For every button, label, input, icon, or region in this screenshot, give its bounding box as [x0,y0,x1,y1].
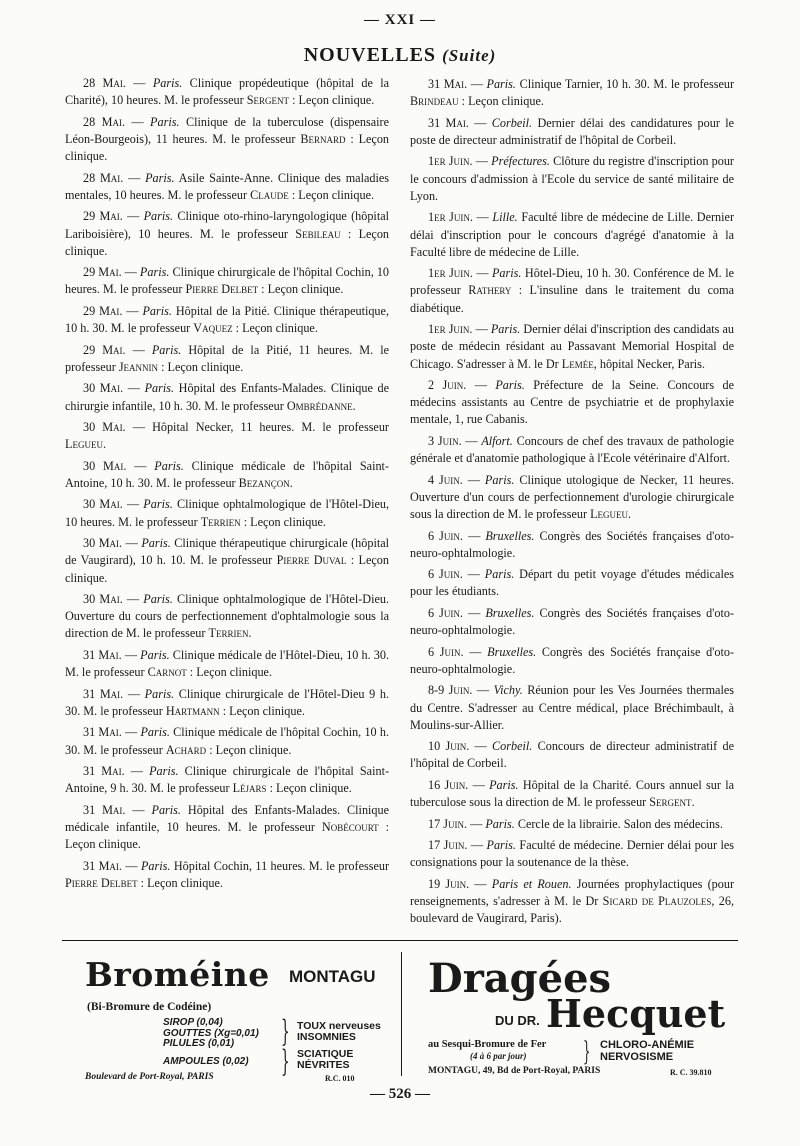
entry-place: Corbeil. [492,739,533,754]
page-number: — 526 — [370,1086,430,1102]
entry-professor: Legueu [590,507,629,522]
indication: INSOMNIES [297,1031,356,1043]
news-entry: 31 Mai. — Paris. Clinique Tarnier, 10 h. 30. M. le professeur Brindeau : Leçon clinique. [410,77,735,109]
entry-professor: Bernard [300,131,346,146]
entry-place: Paris. [151,802,181,817]
news-entry: 30 Mai. — Hôpital Necker, 11 heures. M. le professeur Legueu. [65,420,389,452]
dragees-dose: (4 à 6 par jour) [470,1051,527,1061]
news-entry: 29 Mai. — Paris. Hôpital de la Pitié. Clinique thérapeutique, 10 h. 30. M. le professeur Vaquez : Leçon clinique. [65,303,389,336]
bromeine-ampoules: AMPOULES (0,02) [163,1056,249,1067]
news-entry: 19 Juin. — Paris et Rouen. Journées prophylactiques (pour renseignements, s'adresser à M. le Dr Sicard de Plauzoles, 26, boulevard de Vaugirard, Paris). [410,876,735,926]
entry-date: 1er Juin. [428,322,473,337]
entry-date: 1er Juin. [428,154,473,169]
news-entry: 16 Juin. — Paris. Hôpital de la Charité. Cours annuel sur la tuberculose sous la direction de M. le professeur Sergent. [410,777,735,810]
entry-tail: : Leçon clinique. [291,187,375,202]
news-entry: 3 Juin. — Alfort. Concours de chef des travaux de pathologie générale et d'anatomie pathologique à l'Ecole vétérinaire d'Alfort. [410,433,734,466]
entry-place: Paris. [140,858,171,873]
entry-professor: Sebileau [295,226,341,241]
entry-text: Congrès des Sociétés françaises d'oto-neuro-ophtalmologie. [410,528,735,560]
entry-professor: Léjars [232,781,267,796]
entry-place: Paris. [143,497,173,512]
entry-text: Cercle de la librairie. Salon des médecins. [517,816,723,831]
entry-professor: Sergent [649,795,692,810]
news-entry: 30 Mai. — Paris. Clinique médicale de l'hôpital Saint-Antoine, 10 h. 30. M. le professeur Bezançon. [65,458,389,490]
dragees-name: Dragées [428,955,612,1002]
entry-place: Paris. [490,322,521,337]
news-entry: 6 Juin. — Paris. Départ du petit voyage d'études médicales pour les étudiants. [410,567,735,599]
entry-professor: Brindeau [410,94,459,109]
entry-text: Clinique thérapeutique chirurgicale (hôpital de Vaugirard), 10 h. 10. M. le professeur [65,536,390,568]
section-title-text: NOUVELLES [303,44,437,66]
entry-text: Hôpital de la Pitié, 11 heures. M. le professeur [65,342,389,374]
news-entry: 17 Juin. — Paris. Faculté de médecine. Dernier délai pour les consignations pour la soutenance de la thèse. [410,838,734,870]
dragees-doctor: Hecquet [546,991,726,1036]
entry-place: Paris. [143,592,173,607]
entry-date: 31 Mai. [428,77,468,91]
news-entry: 1er Juin. — Lille. Faculté libre de médecine de Lille. Dernier délai d'inscription pour le concours d'agrégé d'anatomie à la Faculté libre de médecine de Lille. [410,210,735,259]
entry-date: 17 Juin. [428,838,468,853]
entry-professor: Lemée [561,356,594,371]
bromeine-reference: R.C. 010 [325,1074,355,1083]
entry-text: Hôpital des Enfants-Malades. Clinique de chirurgie infantile, 10 h. 30. M. le professeur [65,381,390,413]
entry-date: 4 Juin. [428,472,463,487]
entry-professor: Nobécourt [321,819,379,834]
entry-professor: Jeannin [118,359,159,374]
entry-text: Hôpital Necker, 11 heures. M. le professeur [152,420,389,435]
entry-place: Paris. [486,838,516,853]
entry-text: Clinique chirurgicale de l'hôpital Cochin, 10 heures. M. le professeur [65,265,390,297]
entry-place: Paris. [491,266,522,281]
entry-date: 6 Juin. [428,567,463,582]
indication: NERVOSISME [600,1051,674,1063]
entry-text: Clinique médicale de l'hôpital Saint-Antoine, 10 h. 30. M. le professeur [65,458,389,490]
entry-place: Bruxelles. [485,528,535,543]
news-entry: 31 Mai. — Paris. Clinique médicale de l'Hôtel-Dieu, 10 h. 30. M. le professeur Carnot : Leçon clinique. [65,647,390,680]
entry-place: Paris. [154,458,184,473]
section-title-suffix: (Suite) [442,46,497,65]
entry-text: Clinique de la tuberculose (dispensaire Léon-Bourgeois), 11 heures. M. le professeur [65,114,390,146]
entry-date: 31 Mai. [428,115,469,130]
news-entry: 29 Mai. — Paris. Hôpital de la Pitié, 11 heures. M. le professeur Jeannin : Leçon clinique. [65,342,389,374]
entry-place: Paris. [149,764,179,779]
bromeine-name: Broméine [85,955,270,994]
entry-tail: : Leçon clinique. [292,93,375,108]
dragees-reference: R. C. 39.810 [670,1068,712,1077]
entry-tail: . [248,626,252,641]
entry-text: Clinique propédeutique (hôpital de la Charité), 10 heures. M. le professeur [65,76,390,108]
entry-date: 1er Juin. [428,210,473,225]
entry-text: Clinique oto-rhino-laryngologique (hôpital Lariboisière), 10 heures. M. le professeur [65,209,390,241]
brace-icon: } [281,1044,290,1079]
entry-text: Concours de directeur administratif de l'hôpital de Corbeil. [410,739,735,771]
news-entry: 1er Juin. — Paris. Hôtel-Dieu, 10 h. 30. Conférence de M. le professeur Rathery : L'insuline dans le traitement du coma diabétique. [410,266,734,315]
entry-professor: Sergent [246,93,290,108]
entry-date: 16 Juin. [428,777,469,792]
dragees-composition: au Sesqui-Bromure de Fer [428,1039,547,1050]
indication: SCIATIQUE [297,1048,354,1060]
entry-text: Clinique ophtalmologique de l'Hôtel-Dieu, 10 heures. M. le professeur [65,497,390,529]
entry-professor: Achard [165,742,207,757]
indication: CHLORO-ANÉMIE [600,1039,695,1051]
entry-text: Préfecture de la Seine. Concours de médecins assistants au Centre de psychiatrie et de prophylaxie mentale, 1, rue Cabanis. [410,378,735,427]
entry-date: 19 Juin. [428,876,470,891]
entry-tail: : Leçon clinique. [222,703,305,718]
bromeine-indications [297,1049,353,1071]
dragees-indications [600,1039,694,1063]
news-entry: 28 Mai. — Paris. Asile Sainte-Anne. Clinique des maladies mentales, 10 heures. M. le professeur Claude : Leçon clinique. [65,170,390,202]
entry-tail: : Leçon clinique. [189,665,273,680]
page-number-roman: — XXI — [363,12,436,28]
entry-text: Hôpital de la Charité. Cours annuel sur la tuberculose sous la direction de M. le professeur [410,777,735,810]
entry-place: Préfectures. [491,154,550,169]
entry-text: Clôture du registre d'inscription pour le concours d'admission à l'Ecole du service de santé militaire de Lyon. [410,154,734,203]
entry-text: Clinique médicale de l'hôpital Cochin, 10 h. 30. M. le professeur [65,725,390,757]
entry-tail: : Leçon clinique. [65,553,389,585]
news-entry: 2 Juin. — Paris. Préfecture de la Seine. Concours de médecins assistants au Centre de psychiatrie et de prophylaxie mentale, 1, rue Cabanis. [410,378,735,427]
news-entry: 30 Mai. — Paris. Hôpital des Enfants-Malades. Clinique de chirurgie infantile, 10 h. 30. M. le professeur Ombrédanne. [65,381,390,413]
news-entry: 30 Mai. — Paris. Clinique thérapeutique chirurgicale (hôpital de Vaugirard), 10 h. 10. M. le professeur Pierre Duval : Leçon clinique. [65,536,390,585]
news-entry: 31 Mai. — Paris. Clinique médicale de l'hôpital Cochin, 10 h. 30. M. le professeur Achard : Leçon clinique. [65,725,390,757]
entry-date: 10 Juin. [428,739,470,754]
entry-place: Paris. [151,342,182,357]
entry-date: 28 Mai. [83,170,124,185]
entry-date: 6 Juin. [428,528,463,543]
entry-professor: Carnot [147,665,187,680]
brace-icon: } [281,1014,290,1049]
news-entry: 1er Juin. — Paris. Dernier délai d'inscription des candidats au poste de médecin résidant au Passavant Memorial Hospital de Chicago. S'adresser à M. le Dr Lemée, hôpital Necker, Paris. [410,322,734,371]
entry-tail: : Leçon clinique. [140,875,223,890]
entry-place: Paris. [141,536,171,551]
left-column [65,75,389,896]
entry-tail: : Leçon clinique. [65,131,390,164]
entry-text: Réunion pour les Ves Journées thermales du Centre. S'adresser au Centre médical, place Bréchimbault, à Moulins-sur-Allier. [410,683,735,732]
bromeine-form: PILULES (0,01) [163,1038,235,1049]
bromeine-subtitle: (Bi-Bromure de Codéine) [87,1001,212,1013]
entry-text: Clinique utologique de Necker, 11 heures. Ouverture d'un cours de perfectionnement d'urologie chirurgicale sous la direction de M. le professeur [410,472,734,522]
entry-date: 29 Mai. [83,303,123,318]
entry-date: 31 Mai. [83,858,122,873]
entry-place: Bruxelles. [487,644,537,659]
entry-date: 30 Mai. [83,381,124,396]
entry-date: 28 Mai. [83,76,126,90]
entry-professor: Sicard de Plauzoles [602,894,712,909]
entry-text: Concours de chef des travaux de pathologie générale et d'anatomie pathologique à l'Ecole vétérinaire d'Alfort. [410,433,734,466]
bromeine-form: GOUTTES (Xg=0,01) [163,1027,259,1039]
news-entry: 10 Juin. — Corbeil. Concours de directeur administratif de l'hôpital de Corbeil. [410,739,735,771]
entry-place: Paris. [485,816,515,831]
entry-date: 31 Mai. [83,725,122,740]
bromeine-forms [163,1018,259,1050]
dragees-address: MONTAGU, 49, Bd de Port-Royal, PARIS [428,1066,601,1076]
entry-text: Hôpital des Enfants-Malades. Clinique médicale infantile, 10 heures. M. le professeur [65,802,390,834]
entry-date: 30 Mai. [83,536,123,551]
news-entry: 30 Mai. — Paris. Clinique ophtalmologique de l'Hôtel-Dieu, 10 heures. M. le professeur Terrien : Leçon clinique. [65,497,390,529]
news-entry: 6 Juin. — Bruxelles. Congrès des Sociétés françaises d'oto-neuro-ophtalmologie. [410,528,735,560]
entry-date: 8-9 Juin. [428,683,473,698]
entry-tail: , hôpital Necker, Paris. [593,356,705,371]
entry-date: 30 Mai. [83,420,126,435]
entry-professor: Legueu [65,437,103,452]
news-entry: 31 Mai. — Paris. Clinique chirurgicale de l'Hôtel-Dieu 9 h. 30. M. le professeur Hartmann : Leçon clinique. [65,686,390,718]
entry-place: Paris. [140,725,170,740]
entry-text: Dernier délai d'inscription des candidats au poste de médecin résidant au Passavant Memorial Hospital de Chicago. S'adresser à M. le Dr [410,322,734,371]
entry-date: 29 Mai. [83,342,126,357]
entry-text: Journées prophylactiques (pour renseignements, s'adresser à M. le Dr [410,876,735,909]
entry-text: Clinique chirurgicale de l'hôpital Saint-Antoine, 9 h. 30. M. le professeur [65,764,390,796]
entry-date: 6 Juin. [428,605,463,620]
entry-text: Hôtel-Dieu, 10 h. 30. Conférence de M. le professeur [410,266,734,298]
bromeine-address: Boulevard de Port-Royal, PARIS [85,1072,214,1082]
entry-tail: : Leçon clinique. [269,781,352,796]
entry-tail: . [691,795,695,810]
news-entry: 29 Mai. — Paris. Clinique chirurgicale de l'hôpital Cochin, 10 heures. M. le professeur Pierre Delbet : Leçon clinique. [65,265,390,297]
entry-place: Paris. [150,114,180,129]
entry-text: Clinique Tarnier, 10 h. 30. M. le professeur [519,77,735,91]
entry-tail: : Leçon clinique. [65,226,390,258]
entry-place: Paris. [139,265,170,280]
news-entry: 17 Juin. — Paris. Cercle de la librairie. Salon des médecins. [428,816,723,831]
entry-tail: . [289,475,293,490]
entry-date: 2 Juin. [428,378,467,393]
section-title [0,44,800,67]
entry-text: Faculté libre de médecine de Lille. Dernier délai d'inscription pour le concours d'agrégé d'anatomie à la Faculté libre de médecine de Lille. [410,210,735,259]
entry-date: 30 Mai. [83,592,123,607]
news-entry: 28 Mai. — Paris. Clinique de la tuberculose (dispensaire Léon-Bourgeois), 11 heures. M. le professeur Bernard : Leçon clinique. [65,114,390,164]
entry-place: Paris et Rouen. [491,876,572,891]
news-entry: 1er Juin. — Préfectures. Clôture du registre d'inscription pour le concours d'admission à l'Ecole du service de santé militaire de Lyon. [410,154,734,203]
bromeine-brand: MONTAGU [289,967,376,986]
news-entry: 30 Mai. — Paris. Clinique ophtalmologique de l'Hôtel-Dieu. Ouverture du cours de perfectionnement d'ophtalmologie sous la direction de M. le professeur Terrien. [65,592,390,641]
entry-professor: Pierre Delbet [65,875,138,890]
bromeine-form: SIROP (0,04) [163,1017,223,1028]
entry-place: Vichy. [493,683,523,698]
entry-professor: Claude [250,187,289,202]
entry-place: Lille. [492,210,518,225]
entry-place: Paris. [142,303,172,318]
news-entry: 6 Juin. — Bruxelles. Congrès des Sociétés française d'oto-neuro-ophtalmologie. [410,644,734,676]
entry-place: Paris. [143,209,174,224]
indication: TOUX nerveuses [297,1020,381,1032]
entry-date: 31 Mai. [83,647,122,662]
entry-tail: : L'insuline dans le traitement du coma diabétique. [410,283,734,315]
entry-date: 30 Mai. [83,497,123,512]
entry-professor: Rathery [468,283,512,298]
entry-professor: Terrien [200,514,241,529]
entry-tail: . [102,437,106,452]
entry-place: Paris. [144,686,175,701]
entry-text: Clinique chirurgicale de l'Hôtel-Dieu 9 h. 30. M. le professeur [65,686,390,718]
entry-professor: Vaquez [193,321,233,336]
entry-professor: Ombrédanne [286,398,353,413]
entry-text: Clinique ophtalmologique de l'Hôtel-Dieu. Ouverture du cours de perfectionnement d'ophtalmologie sous la direction de M. le professeur [65,592,390,641]
entry-tail: : Leçon clinique. [65,819,390,852]
entry-tail: , 26, boulevard de Vaugirard, Paris). [410,894,735,926]
news-entry: 28 Mai. — Paris. Clinique propédeutique (hôpital de la Charité), 10 heures. M. le professeur Sergent : Leçon clinique. [65,76,390,108]
entry-professor: Pierre Duval [276,553,347,568]
entry-place: Paris. [489,777,519,792]
entry-date: 31 Mai. [83,764,125,779]
ad-bromeine [85,955,390,1083]
news-entry: 29 Mai. — Paris. Clinique oto-rhino-laryngologique (hôpital Lariboisière), 10 heures. M. le professeur Sebileau : Leçon clinique. [65,209,390,258]
entry-text: Congrès des Sociétés françaises d'oto-neuro-ophtalmologie. [410,605,735,638]
entry-tail: : Leçon clinique. [261,282,344,297]
entry-place: Paris. [144,381,175,396]
ads-divider [401,952,402,1076]
entry-place: Paris. [486,77,516,91]
entry-place: Corbeil. [491,115,533,130]
news-entry: 4 Juin. — Paris. Clinique utologique de Necker, 11 heures. Ouverture d'un cours de perfectionnement d'urologie chirurgicale sous la direction de M. le professeur Legueu. [410,472,734,522]
entry-text: Faculté de médecine. Dernier délai pour les consignations pour la soutenance de la thèse. [410,838,734,870]
entry-text: Asile Sainte-Anne. Clinique des maladies mentales, 10 heures. M. le professeur [65,170,390,202]
entry-place: Paris. [140,647,170,662]
entry-date: 29 Mai. [83,265,122,280]
entry-date: 30 Mai. [83,458,127,473]
entry-date: 17 Juin. [428,816,468,831]
entry-text: Congrès des Sociétés française d'oto-neuro-ophtalmologie. [410,644,734,676]
entry-place: Bruxelles. [485,605,535,620]
entry-place: Paris. [145,170,175,185]
entry-text: Clinique médicale de l'Hôtel-Dieu, 10 h. 30. M. le professeur [65,647,390,680]
entry-text: Dernier délai des candidatures pour le poste de directeur administratif de l'hôpital de Corbeil. [410,115,735,147]
entry-date: 1er Juin. [428,266,473,281]
entry-place: Paris. [152,76,183,90]
entry-tail: : Leçon clinique. [209,742,292,757]
indication: NÉVRITES [297,1059,350,1071]
news-entry: 31 Mai. — Paris. Hôpital des Enfants-Malades. Clinique médicale infantile, 10 heures. M. le professeur Nobécourt : Leçon clinique. [65,802,390,852]
entry-tail: : Leçon clinique. [461,94,544,109]
entry-professor: Pierre Delbet [185,282,259,297]
ad-dragees [420,955,730,1080]
entry-tail: . [628,507,632,522]
entry-tail: . [352,398,356,413]
news-entry: 8-9 Juin. — Vichy. Réunion pour les Ves Journées thermales du Centre. S'adresser au Centre médical, place Bréchimbault, à Moulins-sur-Allier. [410,683,735,732]
entry-text: Hôpital Cochin, 11 heures. M. le professeur [173,858,390,873]
entry-date: 6 Juin. [428,644,464,659]
entry-place: Paris. [484,472,515,487]
entry-tail: : Leçon clinique. [161,359,244,374]
entry-place: Paris. [484,567,515,582]
entry-tail: : Leçon clinique. [235,321,318,336]
news-entry: 6 Juin. — Bruxelles. Congrès des Sociétés françaises d'oto-neuro-ophtalmologie. [410,605,735,638]
news-entry: 31 Mai. — Corbeil. Dernier délai des candidatures pour le poste de directeur administratif de l'hôpital de Corbeil. [410,115,735,147]
entry-professor: Bezançon [238,475,290,490]
entry-professor: Terrien [208,626,249,641]
right-column [410,76,734,932]
ads-top-rule [62,940,738,941]
entry-date: 31 Mai. [83,686,124,701]
brace-icon: } [583,1037,591,1067]
entry-professor: Hartmann [165,703,220,718]
entry-place: Alfort. [481,433,513,448]
entry-text: Hôpital de la Pitié. Clinique thérapeutique, 10 h. 30. M. le professeur [65,303,389,336]
entry-date: 31 Mai. [83,802,126,817]
entry-place: Paris. [495,378,525,393]
entry-text: Départ du petit voyage d'études médicales pour les étudiants. [410,567,735,599]
news-entry: 31 Mai. — Paris. Clinique chirurgicale de l'hôpital Saint-Antoine, 9 h. 30. M. le professeur Léjars : Leçon clinique. [65,764,390,796]
bromeine-indications [297,1021,381,1043]
entry-date: 29 Mai. [83,209,123,224]
entry-date: 3 Juin. [428,433,462,448]
entry-tail: : Leçon clinique. [243,514,326,529]
news-entry: 31 Mai. — Paris. Hôpital Cochin, 11 heures. M. le professeur Pierre Delbet : Leçon clinique. [65,858,390,890]
entry-date: 28 Mai. [83,114,125,129]
dragees-du: DU DR. [495,1013,540,1028]
